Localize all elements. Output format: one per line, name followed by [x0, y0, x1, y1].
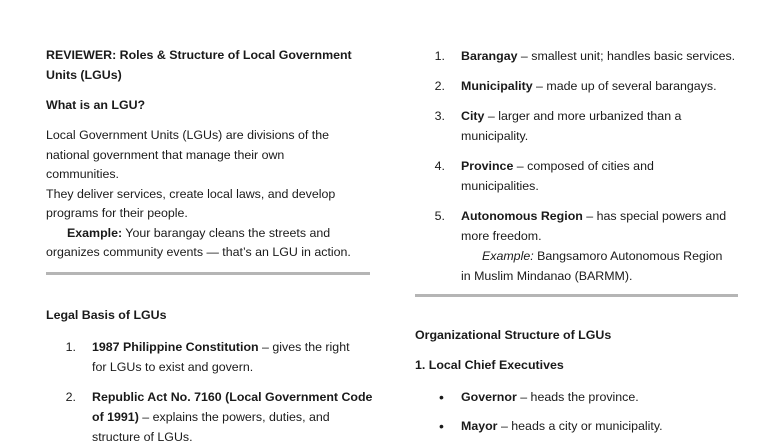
legal-basis-heading: Legal Basis of LGUs [46, 308, 167, 322]
bullet-icon: • [439, 389, 444, 405]
lgu-definition-paragraph: Local Government Units (LGUs) are divisions of the national government that manage their own communities. They deliver services, create local laws, and develop programs for their people. Example: Your barangay cleans the streets and organizes community events — that’s an LGU in action. [46, 128, 351, 259]
document-title: REVIEWER: Roles & Structure of Local Government Units (LGUs) [46, 48, 352, 82]
bullet-icon: • [439, 418, 444, 434]
example-line: Example: Your barangay cleans the streets and [67, 225, 331, 240]
section-divider [46, 272, 370, 275]
chief-executives-heading: 1. Local Chief Executives [415, 358, 564, 372]
section-divider [415, 294, 738, 297]
org-structure-heading: Organizational Structure of LGUs [415, 328, 612, 342]
example-line: Example: Bangsamoro Autonomous Region [482, 249, 723, 263]
what-is-lgu-heading: What is an LGU? [46, 98, 146, 112]
